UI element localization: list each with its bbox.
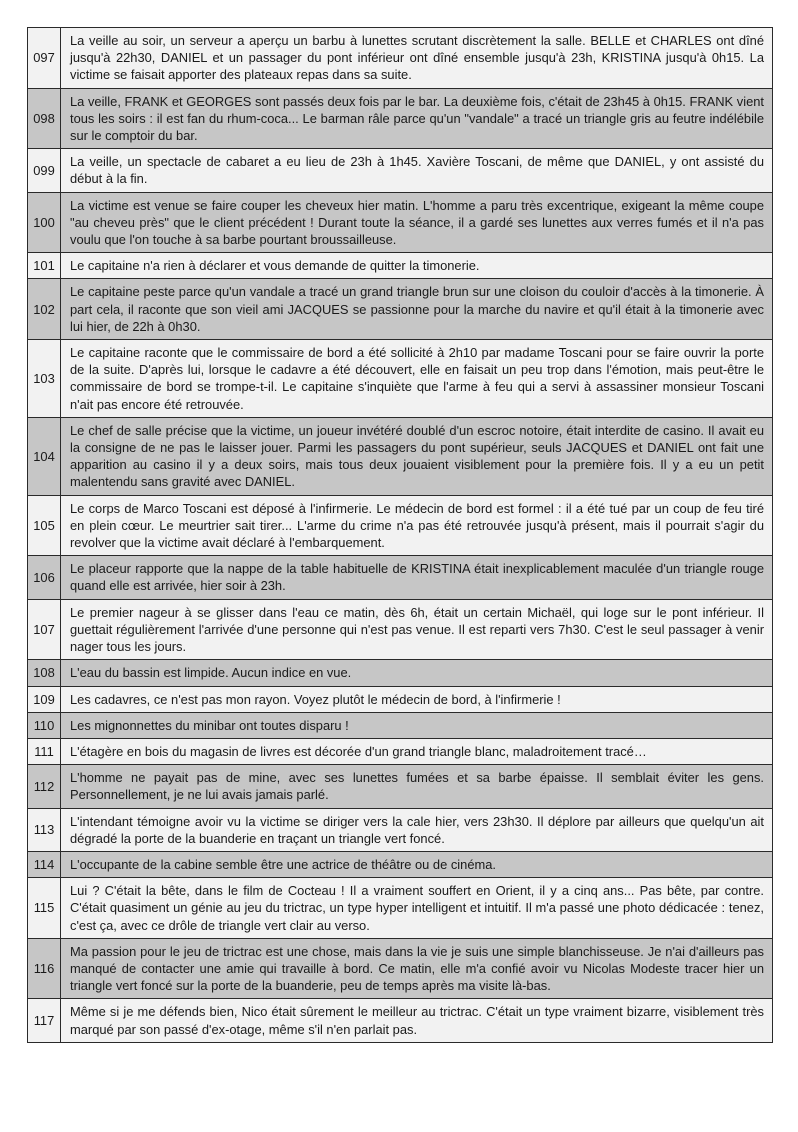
clue-text: Le capitaine n'a rien à déclarer et vous demande de quitter la timonerie. bbox=[61, 253, 773, 279]
clue-number: 110 bbox=[28, 712, 61, 738]
clue-text: Même si je me défends bien, Nico était sûrement le meilleur au trictrac. C'était un type vraiment bizarre, visiblement très marqué par son passé d'ex-otage, même s'il n'en parlait pas. bbox=[61, 999, 773, 1042]
clue-row bbox=[28, 938, 773, 999]
clue-row bbox=[28, 149, 773, 192]
clue-text: L'étagère en bois du magasin de livres est décorée d'un grand triangle blanc, maladroitement tracé… bbox=[61, 738, 773, 764]
clue-number: 101 bbox=[28, 253, 61, 279]
clue-row bbox=[28, 738, 773, 764]
clue-number: 103 bbox=[28, 340, 61, 418]
clue-text: Le premier nageur à se glisser dans l'eau ce matin, dès 6h, était un certain Michaël, qui loge sur le pont inférieur. Il guettait régulièrement l'arrivée d'une personne qui n'est pas venue. Il est reparti vers 7h30. C'est le seul passager à venir nager tous les jours. bbox=[61, 599, 773, 660]
clue-row bbox=[28, 28, 773, 89]
clue-text: Ma passion pour le jeu de trictrac est une chose, mais dans la vie je suis une simple blanchisseuse. Je n'ai d'ailleurs pas manqué de contacter une amie qui travaille à bord. Ce matin, elle m'a confié avoir vu Nicolas Modeste tracer hier un triangle vert foncé sur la porte de la buanderie, peu de temps après ma visite là-bas. bbox=[61, 938, 773, 999]
clue-row bbox=[28, 279, 773, 340]
clue-text: L'eau du bassin est limpide. Aucun indice en vue. bbox=[61, 660, 773, 686]
clue-text: La veille au soir, un serveur a aperçu un barbu à lunettes scrutant discrètement la salle. BELLE et CHARLES ont dîné jusqu'à 22h30, DANIEL et un passager du pont inférieur ont dîné ensemble jusqu'à 23h, KRISTINA jusqu'à 0h15. La victime se faisait apporter des plateaux repas dans sa suite. bbox=[61, 28, 773, 89]
clue-row bbox=[28, 765, 773, 808]
clue-number: 108 bbox=[28, 660, 61, 686]
clue-row bbox=[28, 495, 773, 556]
clue-number: 106 bbox=[28, 556, 61, 599]
clue-row bbox=[28, 88, 773, 149]
clue-row bbox=[28, 686, 773, 712]
clue-text: Les cadavres, ce n'est pas mon rayon. Voyez plutôt le médecin de bord, à l'infirmerie ! bbox=[61, 686, 773, 712]
clue-text: La veille, un spectacle de cabaret a eu lieu de 23h à 1h45. Xavière Toscani, de même que DANIEL, y ont assisté du début à la fin. bbox=[61, 149, 773, 192]
clue-number: 100 bbox=[28, 192, 61, 253]
clue-text: Le corps de Marco Toscani est déposé à l'infirmerie. Le médecin de bord est formel : il a été tué par un coup de feu tiré en plein cœur. Le meurtrier sait tirer... L'arme du crime n'a pas été retrouvée jusqu'à présent, mais il pourrait s'agir du revolver que la victime avait déclaré à l'embarquement. bbox=[61, 495, 773, 556]
clue-number: 098 bbox=[28, 88, 61, 149]
clue-row bbox=[28, 556, 773, 599]
clue-number: 097 bbox=[28, 28, 61, 89]
clue-row bbox=[28, 712, 773, 738]
clue-row bbox=[28, 808, 773, 851]
clue-text: Le chef de salle précise que la victime, un joueur invétéré doublé d'un escroc notoire, était interdite de casino. Il avait eu la consigne de ne pas le laisser jouer. Parmi les passagers du pont supérieur, seuls JACQUES et DANIEL ont fait une apparition au casino il y a deux soirs, mais tous deux jouaient visiblement pour la première fois. Il y a eu un petit malentendu sans gravité avec DANIEL. bbox=[61, 417, 773, 495]
clue-number: 113 bbox=[28, 808, 61, 851]
clue-table bbox=[27, 27, 773, 1043]
clue-text: L'occupante de la cabine semble être une actrice de théâtre ou de cinéma. bbox=[61, 851, 773, 877]
clue-row bbox=[28, 192, 773, 253]
clue-number: 112 bbox=[28, 765, 61, 808]
clue-number: 107 bbox=[28, 599, 61, 660]
clue-row bbox=[28, 878, 773, 939]
clue-text: La victime est venue se faire couper les cheveux hier matin. L'homme a paru très excentrique, exigeant la même coupe "au cheveu près" que le client précédent ! Durant toute la séance, il a gardé ses lunettes aux verres fumés et il n'a pas voulu que l'on touche à sa barbe pourtant broussailleuse. bbox=[61, 192, 773, 253]
clue-table-body bbox=[28, 28, 773, 1043]
clue-row bbox=[28, 253, 773, 279]
clue-number: 104 bbox=[28, 417, 61, 495]
clue-row bbox=[28, 599, 773, 660]
clue-row bbox=[28, 851, 773, 877]
clue-row bbox=[28, 660, 773, 686]
clue-text: Le placeur rapporte que la nappe de la table habituelle de KRISTINA était inexplicablement maculée d'un triangle rouge quand elle est arrivée, hier soir à 23h. bbox=[61, 556, 773, 599]
clue-text: La veille, FRANK et GEORGES sont passés deux fois par le bar. La deuxième fois, c'était de 23h45 à 0h15. FRANK vient tous les soirs : il est fan du rhum-coca... Le barman râle parce qu'un "vandale" a tracé un triangle gris au feutre indélébile sur le comptoir du bar. bbox=[61, 88, 773, 149]
clue-number: 115 bbox=[28, 878, 61, 939]
clue-text: Le capitaine peste parce qu'un vandale a tracé un grand triangle brun sur une cloison du couloir d'accès à la timonerie. À part cela, il raconte que son vieil ami JACQUES se passionne pour la marche du navire et qu'il était à la timonerie avec lui hier, de 22h à 0h30. bbox=[61, 279, 773, 340]
clue-number: 116 bbox=[28, 938, 61, 999]
clue-text: L'intendant témoigne avoir vu la victime se diriger vers la cale hier, vers 23h30. Il déplore par ailleurs que quelqu'un ait dégradé la porte de la buanderie en traçant un triangle vert foncé. bbox=[61, 808, 773, 851]
clue-number: 102 bbox=[28, 279, 61, 340]
clue-text: Le capitaine raconte que le commissaire de bord a été sollicité à 2h10 par madame Toscani pour se faire ouvrir la porte de la suite. D'après lui, lorsque le cadavre a été découvert, elle en faisait un peu trop dans l'émotion, mais peut-être le commissaire de bord se trompe-t-il. Le capitaine s'inquiète que l'arme à feu qui a servi à assassiner monsieur Toscani n'ait pas encore été retrouvée. bbox=[61, 340, 773, 418]
clue-row bbox=[28, 417, 773, 495]
clue-number: 109 bbox=[28, 686, 61, 712]
clue-row bbox=[28, 999, 773, 1042]
clue-number: 114 bbox=[28, 851, 61, 877]
clue-number: 111 bbox=[28, 738, 61, 764]
clue-text: Les mignonnettes du minibar ont toutes disparu ! bbox=[61, 712, 773, 738]
clue-number: 105 bbox=[28, 495, 61, 556]
clue-number: 117 bbox=[28, 999, 61, 1042]
clue-row bbox=[28, 340, 773, 418]
clue-text: Lui ? C'était la bête, dans le film de Cocteau ! Il a vraiment souffert en Orient, il y a cinq ans... Pas bête, par contre. C'était quasiment un génie au jeu du trictrac, un type hyper intelligent et intuitif. Il m'a passé une photo dédicacée : tenez, c'est ça, avec ce drôle de triangle vert clair au verso. bbox=[61, 878, 773, 939]
clue-text: L'homme ne payait pas de mine, avec ses lunettes fumées et sa barbe épaisse. Il semblait éviter les gens. Personnellement, je ne lui avais jamais parlé. bbox=[61, 765, 773, 808]
clue-number: 099 bbox=[28, 149, 61, 192]
